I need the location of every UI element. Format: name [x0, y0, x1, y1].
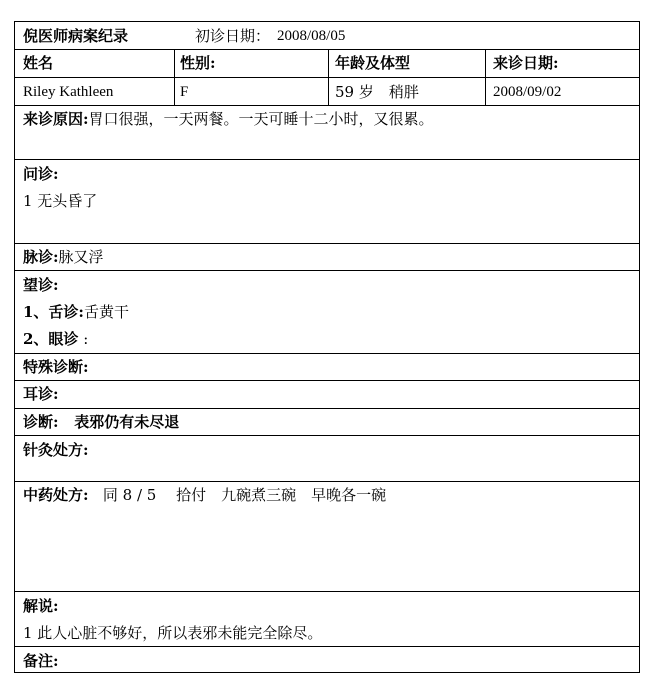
row-divider [15, 270, 639, 271]
row-divider [15, 591, 639, 592]
herbal-section [23, 486, 386, 504]
reason-section [23, 110, 434, 128]
patient-age-body: 59 岁 稍胖 [335, 83, 419, 101]
inquiry-item: 1 无头昏了 [23, 192, 98, 210]
ear-diagnosis-label: 耳诊: [23, 385, 59, 403]
visit-date-header: 来诊日期: [493, 54, 559, 72]
row-divider [15, 105, 639, 106]
diagnosis-label: 诊断: [23, 413, 59, 431]
inspection-label: 望诊: [23, 276, 59, 294]
first-visit-date: 2008/08/05 [277, 28, 346, 44]
column-divider [485, 49, 486, 105]
special-diagnosis-label: 特殊诊断: [23, 358, 89, 376]
patient-gender: F [180, 84, 189, 100]
gender-header: 性别: [180, 54, 216, 72]
reason-label: 来诊原因: [23, 110, 89, 128]
explanation-item: 1 此人心脏不够好，所以表邪未能完全除尽。 [23, 624, 323, 642]
pulse-label: 脉诊: [23, 248, 59, 266]
row-divider [15, 49, 639, 50]
column-divider [174, 49, 175, 105]
first-visit-label: 初诊日期： [195, 27, 271, 45]
row-divider [15, 353, 639, 354]
row-divider [15, 159, 639, 160]
eye-line [23, 330, 88, 348]
row-divider [15, 77, 639, 78]
tongue-label: 1、舌诊: [23, 303, 84, 321]
row-divider [15, 380, 639, 381]
row-divider [15, 243, 639, 244]
patient-name: Riley Kathleen [23, 84, 114, 100]
notes-label: 备注: [23, 652, 59, 670]
medical-record-form [14, 21, 640, 673]
diagnosis-text: 表邪仍有未尽退 [74, 413, 180, 431]
row-divider [15, 435, 639, 436]
patient-visit-date: 2008/09/02 [493, 84, 562, 100]
eye-text: : [83, 330, 89, 348]
explanation-label: 解说: [23, 597, 59, 615]
eye-label: 2、眼诊 [23, 330, 79, 348]
pulse-section [23, 248, 104, 266]
reason-text: 胃口很强，一天两餐。一天可睡十二小时，又很累。 [88, 110, 434, 128]
tongue-line [23, 303, 129, 321]
column-divider [328, 49, 329, 105]
row-divider [15, 408, 639, 409]
acupuncture-label: 针灸处方: [23, 441, 89, 459]
age-body-header: 年龄及体型 [335, 54, 411, 72]
tongue-text: 舌黄干 [83, 303, 129, 321]
pulse-text: 脉又浮 [58, 248, 104, 266]
herbal-label: 中药处方: [23, 486, 89, 504]
name-header: 姓名 [23, 54, 54, 72]
row-divider [15, 646, 639, 647]
herbal-text: 同 8 / 5 拾付 九碗煮三碗 早晚各一碗 [102, 486, 387, 504]
inquiry-label: 问诊: [23, 165, 59, 183]
diagnosis-section [23, 413, 179, 431]
row-divider [15, 481, 639, 482]
record-title: 倪医师病案纪录 [23, 27, 129, 45]
